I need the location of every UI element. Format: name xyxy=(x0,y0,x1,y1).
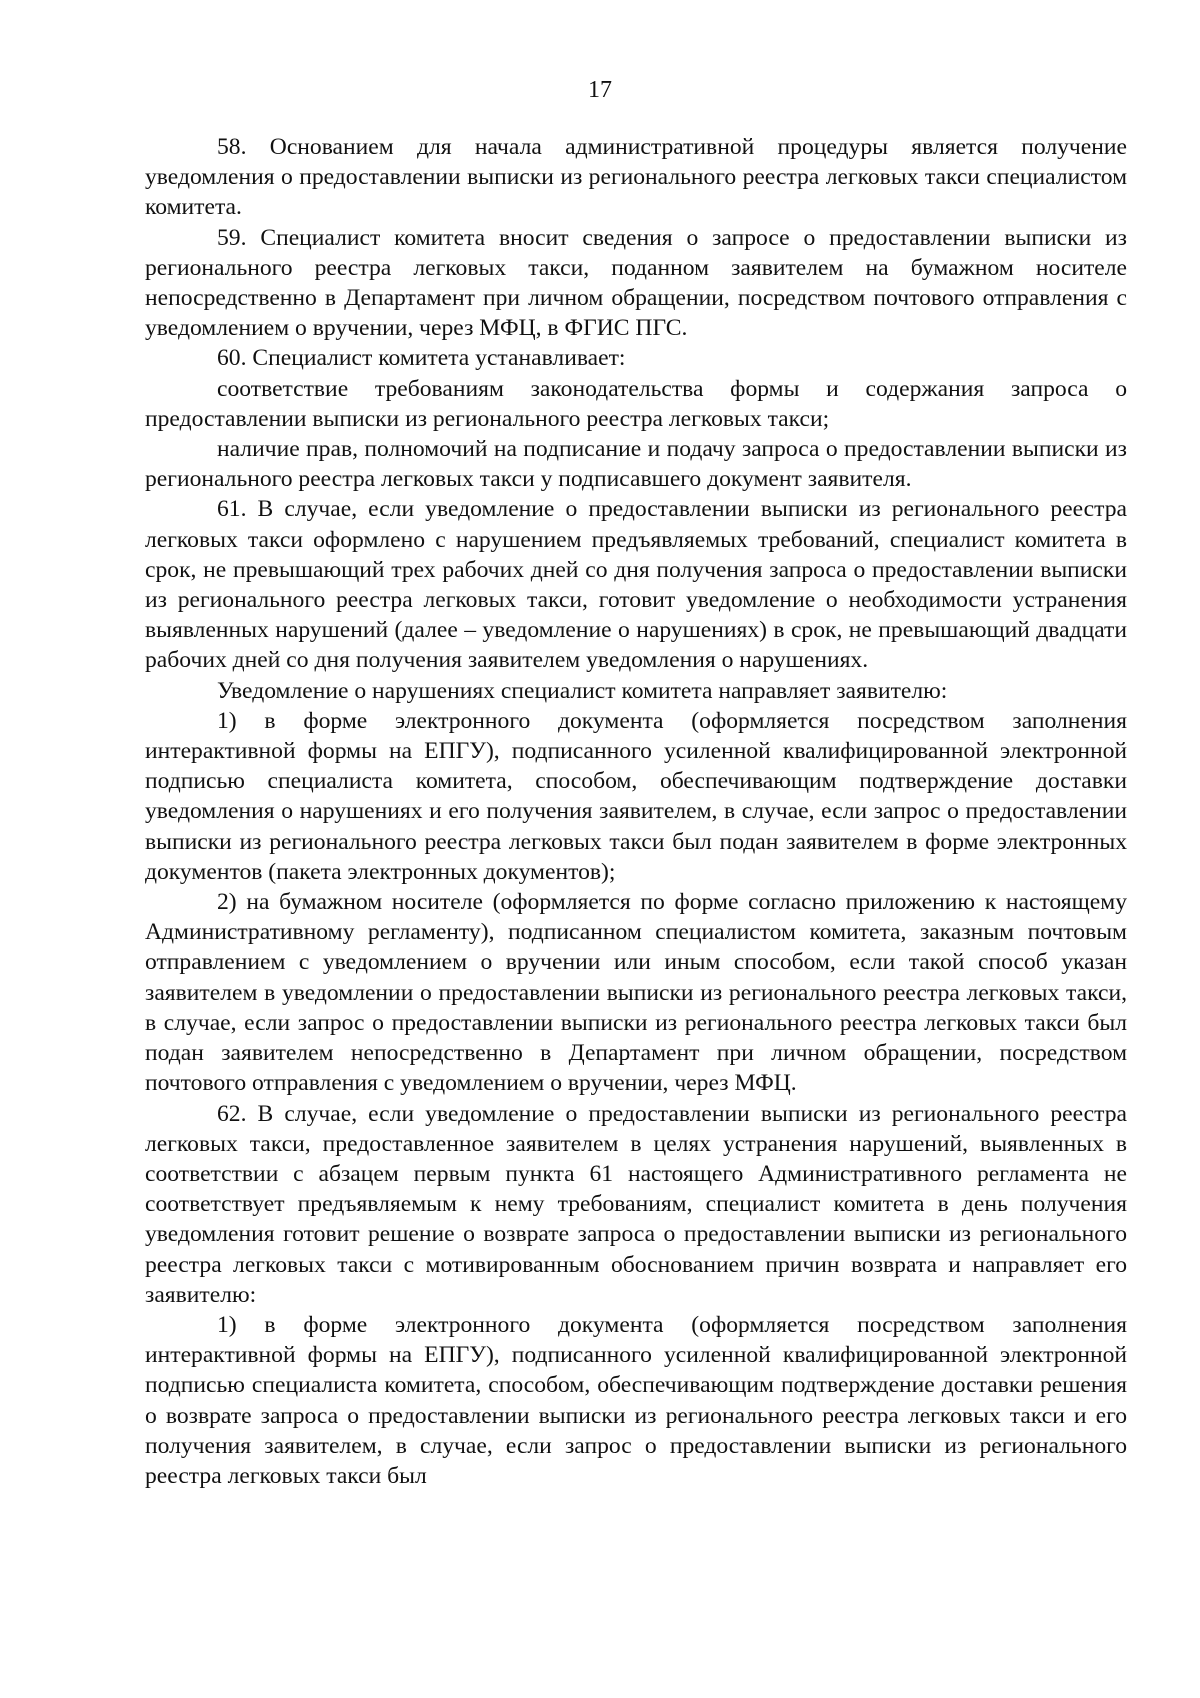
paragraph-60-item-compliance: соответствие требованиям законодательства формы и содержания запроса о предоставлении выписки из регионального реестра легковых такси; xyxy=(145,375,1127,432)
paragraph-61-item-1: 1) в форме электронного документа (оформляется посредством заполнения интерактивной формы на ЕПГУ), подписанного усиленной квалифицированной электронной подписью специалиста комитета, способом, обеспечивающим подтверждение доставки уведомления о нарушениях и его получения заявителем, в случае, если запрос о предоставлении выписки из регионального реестра легковых такси был подан заявителем в форме электронных документов (пакета электронных документов); xyxy=(145,707,1127,885)
paragraph-58: 58. Основанием для начала административной процедуры является получение уведомления о предоставлении выписки из регионального реестра легковых такси специалистом комитета. xyxy=(145,134,1127,221)
paragraph-59: 59. Специалист комитета вносит сведения о запросе о предоставлении выписки из регионального реестра легковых такси, поданном заявителем на бумажном носителе непосредственно в Департамент при личном обращении, посредством почтового отправления с уведомлением о вручении, через МФЦ, в ФГИС ПГС. xyxy=(145,224,1127,342)
paragraph-61: 61. В случае, если уведомление о предоставлении выписки из регионального реестра легковых такси оформлено с нарушением предъявляемых требований, специалист комитета в срок, не превышающий трех рабочих дней со дня получения запроса о предоставлении выписки из регионального реестра легковых такси, готовит уведомление о необходимости устранения выявленных нарушений (далее – уведомление о нарушениях) в срок, не превышающий двадцати рабочих дней со дня получения заявителем уведомления о нарушениях. xyxy=(145,496,1127,674)
document-body xyxy=(145,132,1127,1491)
paragraph-61-item-2: 2) на бумажном носителе (оформляется по форме согласно приложению к настоящему Административному регламенту), подписанном специалистом комитета, заказным почтовым отправлением с уведомлением о вручении или иным способом, если такой способ указан заявителем в уведомлении о предоставлении выписки из регионального реестра легковых такси, в случае, если запрос о предоставлении выписки из регионального реестра легковых такси был подан заявителем непосредственно в Департамент при личном обращении, посредством почтового отправления с уведомлением о вручении, через МФЦ. xyxy=(145,889,1127,1097)
paragraph-60-item-authority: наличие прав, полномочий на подписание и подачу запроса о предоставлении выписки из регионального реестра легковых такси у подписавшего документ заявителя. xyxy=(145,436,1127,493)
paragraph-60: 60. Специалист комитета устанавливает: xyxy=(217,345,626,372)
paragraph-62: 62. В случае, если уведомление о предоставлении выписки из регионального реестра легковых такси, предоставленное заявителем в целях устранения нарушений, выявленных в соответствии с абзацем первым пункта 61 настоящего Административного регламента не соответствует предъявляемым к нему требованиям, специалист комитета в день получения уведомления готовит решение о возврате запроса о предоставлении выписки из регионального реестра легковых такси с мотивированным обоснованием причин возврата и направляет его заявителю: xyxy=(145,1100,1127,1308)
paragraph-61-sending: Уведомление о нарушениях специалист комитета направляет заявителю: xyxy=(217,677,948,704)
page-number: 17 xyxy=(588,77,612,103)
paragraph-62-item-1: 1) в форме электронного документа (оформляется посредством заполнения интерактивной формы на ЕПГУ), подписанного усиленной квалифицированной электронной подписью специалиста комитета, способом, обеспечивающим подтверждение доставки решения о возврате запроса о предоставлении выписки из регионального реестра легковых такси и его получения заявителем, в случае, если запрос о предоставлении выписки из регионального реестра легковых такси был xyxy=(145,1311,1127,1489)
